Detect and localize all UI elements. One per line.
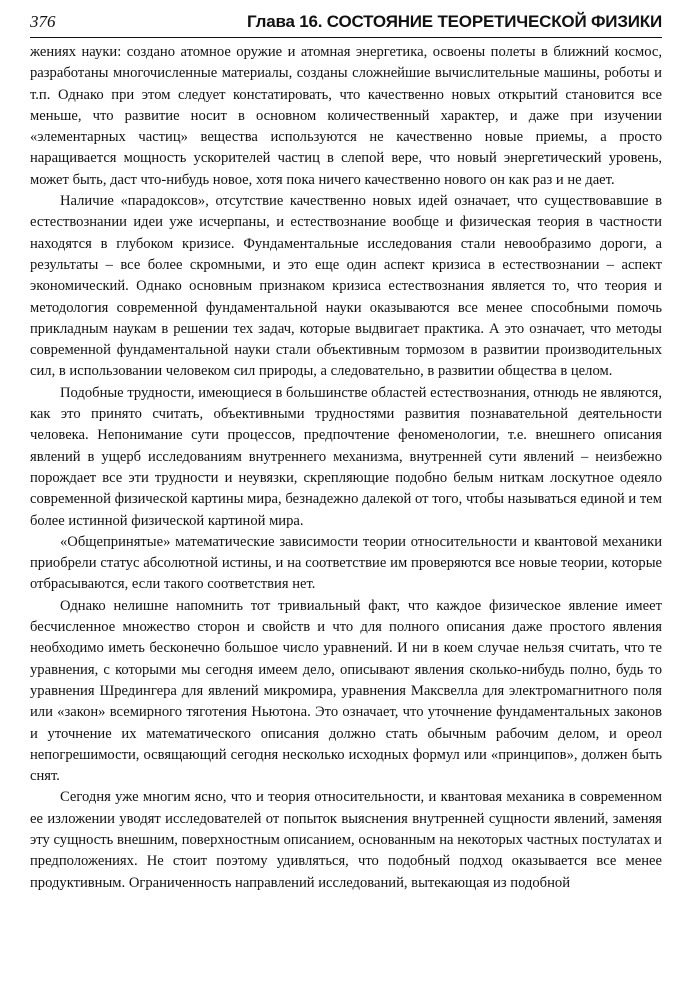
paragraph: «Общепринятые» математические зависимости теории относительности и квантовой механики приобрели статус абсолютной истины, и на соответствие им проверяются все новые теории, которые отбрасываются, если такого соответствия нет. [30,533,662,593]
page-number: 376 [30,12,56,31]
running-header [30,10,662,38]
paragraph: Наличие «парадоксов», отсутствие качественно новых идей означает, что существовавшие в естествознании идеи уже исчерпаны, и естествознание вообще и физическая теория в частности находятся в глубоком кризисе. Фундаментальные исследования стали невообразимо дороги, а результаты – все более скромными, и это еще один аспект кризиса в естествознании – аспект экономический. Однако основным признаком кризиса естествознания является то, что теория и методология современной фундаментальной науки оказываются все менее способными помочь прикладным наукам в решении тех задач, которые выдвигает практика. А это означает, что методы современной фундаментальной науки стали объективным тормозом в развитии производительных сил, в использовании человеком сил природы, а следовательно, в развитии общества в целом. [30,193,662,380]
paragraph: Сегодня уже многим ясно, что и теория относительности, и квантовая механика в современном ее изложении уводят исследователей от попыток выяснения внутренней сущности явлений, заменяя эту сущность внешним, поверхностным описанием, основанным на некоторых частных постулатах и предположениях. Не стоит поэтому удивляться, что подобный подход оказывается все менее продуктивным. Ограниченность направлений исследований, вытекающая из подобной [30,789,662,891]
chapter-title: Глава 16. СОСТОЯНИЕ ТЕОРЕТИЧЕСКОЙ ФИЗИКИ [247,12,662,31]
body-text [30,42,662,894]
paragraph: Подобные трудности, имеющиеся в большинстве областей естествознания, отнюдь не являются, как это принято считать, объективными трудностями развития познавательной деятельности человека. Непонимание сути процессов, предпочтение феноменологии, т.е. внешнего описания явлений в ущерб исследованиям внутреннего механизма, внутренней сути явлений – неизбежно порождает все эти трудности и неувязки, скрепляющие подобно белым ниткам лоскутное одеяло современной физической картины мира, безнадежно далекой от того, чтобы называться единой и тем более истинной физической картиной мира. [30,384,662,529]
paragraph-continued: жениях науки: создано атомное оружие и атомная энергетика, освоены полеты в ближний космос, разработаны многочисленные материалы, созданы сложнейшие вычислительные машины, роботы и т.п. Однако при этом следует констатировать, что качественно новых открытий становится все меньше, что развитие носит в основном количественный характер, и даже при изучении «элементарных частиц» вещества используются не качественно новые приемы, а просто наращивается мощность ускорителей частиц в слепой вере, что новый энергетический уровень, может быть, даст что-нибудь новое, хотя пока ничего качественно нового он как раз и не дает. [30,44,662,188]
book-page [30,10,662,894]
paragraph: Однако нелишне напомнить тот тривиальный факт, что каждое физическое явление имеет бесчисленное множество сторон и свойств и что для полного описания даже простого явления необходимо иметь бесконечно большое число уравнений. И ни в коем случае нельзя считать, что те уравнения, с которыми мы сегодня имеем дело, описывают явления сколько-нибудь полно, будь то уравнения Шредингера для явлений микромира, уравнения Максвелла для электромагнитного поля или «закон» всемирного тяготения Ньютона. Это означает, что уточнение фундаментальных законов и уточнение их математического описания должно стать обычным рабочим делом, и ореол непогрешимости, освящающий сегодня несколько исходных формул или «принципов», должен быть снят. [30,597,662,785]
